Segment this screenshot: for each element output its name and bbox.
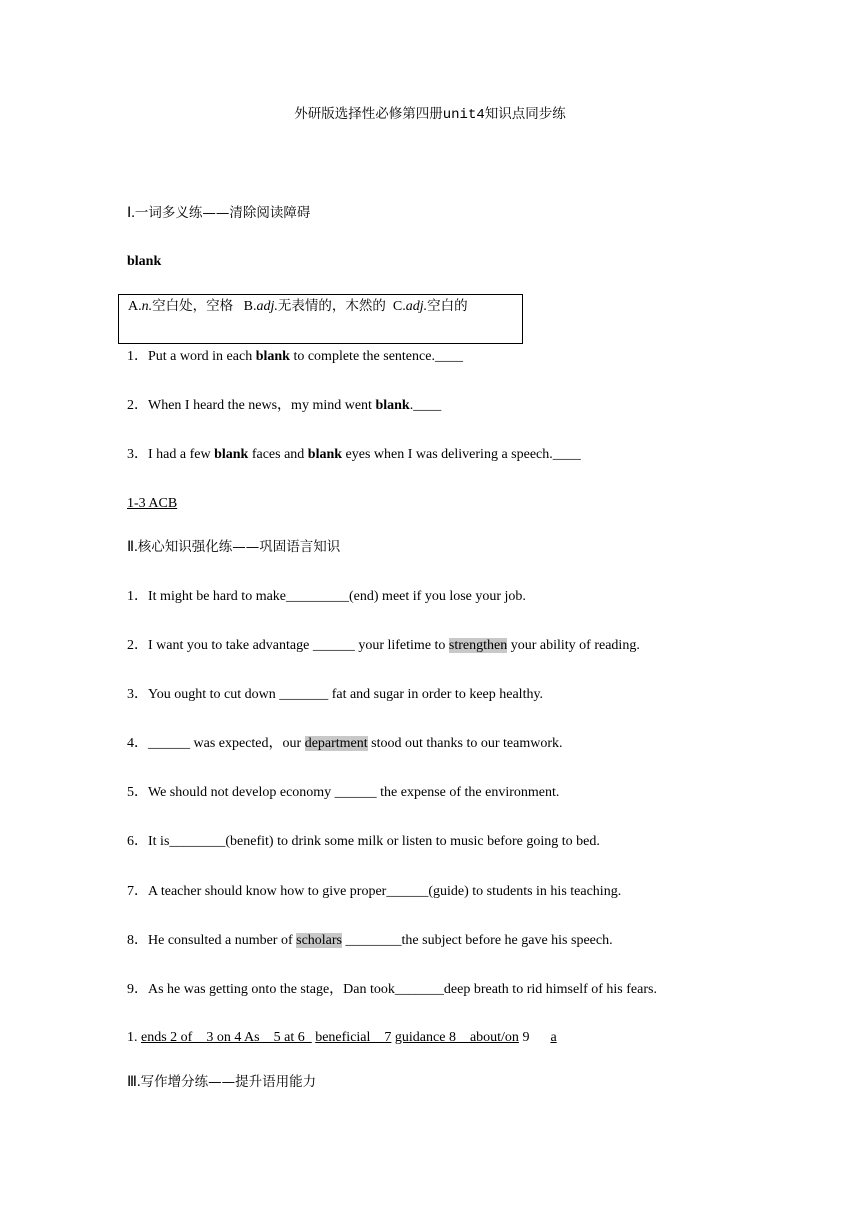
def-a-text: 空白处，空格 — [152, 298, 234, 314]
s2-item-text: I want you to take advantage ______ your lifetime to — [148, 638, 449, 653]
section-3-heading — [127, 1073, 316, 1091]
s1-item — [127, 348, 463, 366]
s2-item-text: We should not develop economy ______ the expense of the environment. — [148, 785, 560, 800]
answer-underlined: beneficial 7 — [315, 1030, 392, 1045]
section-1-label: 一词多义练——清除阅读障碍 — [134, 205, 311, 221]
s2-item-text: As he was getting onto the stage，Dan took_______deep breath to rid himself of his fears. — [148, 982, 657, 997]
s1-item — [127, 446, 581, 464]
highlighted-word: department — [304, 736, 368, 751]
s1-item-number: 3． — [127, 447, 148, 462]
s2-item-text: It might be hard to make_________(end) meet if you lose your job. — [148, 589, 526, 604]
answer-part: 9 — [518, 1030, 551, 1045]
s1-item-number: 2． — [127, 398, 148, 413]
s1-item-text: Put a word in each — [148, 349, 256, 364]
document-title — [0, 105, 860, 124]
s2-item-number: 3． — [127, 687, 148, 702]
def-c-prefix: C. — [392, 299, 406, 314]
s1-item-bold: blank — [375, 398, 410, 413]
section-2-label: 核心知识强化练——巩固语言知识 — [137, 539, 341, 555]
s2-item — [127, 932, 613, 950]
headword-text: blank — [127, 254, 162, 269]
s1-item — [127, 397, 441, 415]
s2-item — [127, 883, 621, 901]
s1-item-number: 1． — [127, 349, 148, 364]
s2-item-text: He consulted a number of — [148, 933, 297, 948]
def-b-prefix: B. — [243, 299, 257, 314]
def-c-pos: adj. — [405, 299, 428, 314]
s2-item-text: You ought to cut down _______ fat and sugar in order to keep healthy. — [148, 687, 544, 702]
s1-item-text: .____ — [409, 398, 442, 413]
title-part-a: 外研版选择性必修第四册 — [294, 106, 443, 122]
highlighted-word: scholars — [296, 933, 343, 948]
def-a-prefix: A. — [128, 299, 142, 314]
answer-part: 1. — [127, 1030, 141, 1045]
s2-item-number: 8． — [127, 933, 148, 948]
s2-item-text: ________the subject before he gave his speech. — [342, 933, 613, 948]
s2-item — [127, 686, 543, 704]
s2-item-number: 2． — [127, 638, 148, 653]
section-2-heading — [127, 538, 340, 556]
title-part-b: 知识点同步练 — [484, 106, 566, 122]
answer-underlined: ends 2 of 3 on 4 As 5 at 6 — [141, 1030, 312, 1045]
s2-item-number: 6． — [127, 834, 148, 849]
s1-item-bold: blank — [307, 447, 343, 462]
definitions-line — [128, 297, 468, 316]
def-b-text: 无表情的，木然的 — [277, 298, 386, 314]
s2-item — [127, 981, 657, 999]
section-2-numeral: Ⅱ. — [127, 539, 138, 555]
s2-item — [127, 784, 559, 802]
section-1-heading — [127, 204, 310, 222]
highlighted-word: strengthen — [448, 638, 508, 653]
s1-answer: 1-3 ACB — [127, 496, 178, 511]
section-1-numeral: Ⅰ. — [127, 205, 135, 221]
title-unit: unit4 — [442, 107, 485, 123]
def-a-pos: n. — [141, 299, 153, 314]
s2-item-text: A teacher should know how to give proper______(guide) to students in his teaching. — [148, 884, 622, 899]
s1-item-bold: blank — [214, 447, 249, 462]
s1-item-text: When I heard the news，my mind went — [148, 398, 376, 413]
def-b-pos: adj. — [256, 299, 278, 314]
s1-item-text: I had a few — [148, 447, 215, 462]
s2-item — [127, 588, 526, 606]
section-3-label: 写作增分练——提升语用能力 — [140, 1074, 317, 1090]
s2-item-text: It is________(benefit) to drink some milk or listen to music before going to bed. — [148, 834, 600, 849]
s2-answer — [127, 1029, 557, 1047]
s2-item-number: 9． — [127, 982, 148, 997]
answer-underlined: a — [550, 1030, 557, 1045]
s2-item-number: 4． — [127, 736, 148, 751]
s1-item-text: eyes when I was delivering a speech.____ — [342, 447, 581, 462]
def-c-text: 空白的 — [427, 298, 468, 314]
s2-item-number: 5． — [127, 785, 148, 800]
s1-item-text: faces and — [248, 447, 308, 462]
answer-underlined: guidance 8 about/on — [394, 1030, 519, 1045]
s2-item — [127, 735, 562, 753]
s2-item — [127, 637, 640, 655]
headword — [127, 253, 161, 271]
s2-item-number: 7． — [127, 884, 148, 899]
s1-item-text: to complete the sentence.____ — [289, 349, 463, 364]
s2-item — [127, 833, 600, 851]
s2-item-number: 1． — [127, 589, 148, 604]
s1-item-bold: blank — [255, 349, 290, 364]
section-3-numeral: Ⅲ. — [127, 1074, 141, 1090]
s2-item-text: your ability of reading. — [507, 638, 640, 653]
s2-item-text: ______ was expected，our — [148, 736, 305, 751]
s2-item-text: stood out thanks to our teamwork. — [367, 736, 563, 751]
